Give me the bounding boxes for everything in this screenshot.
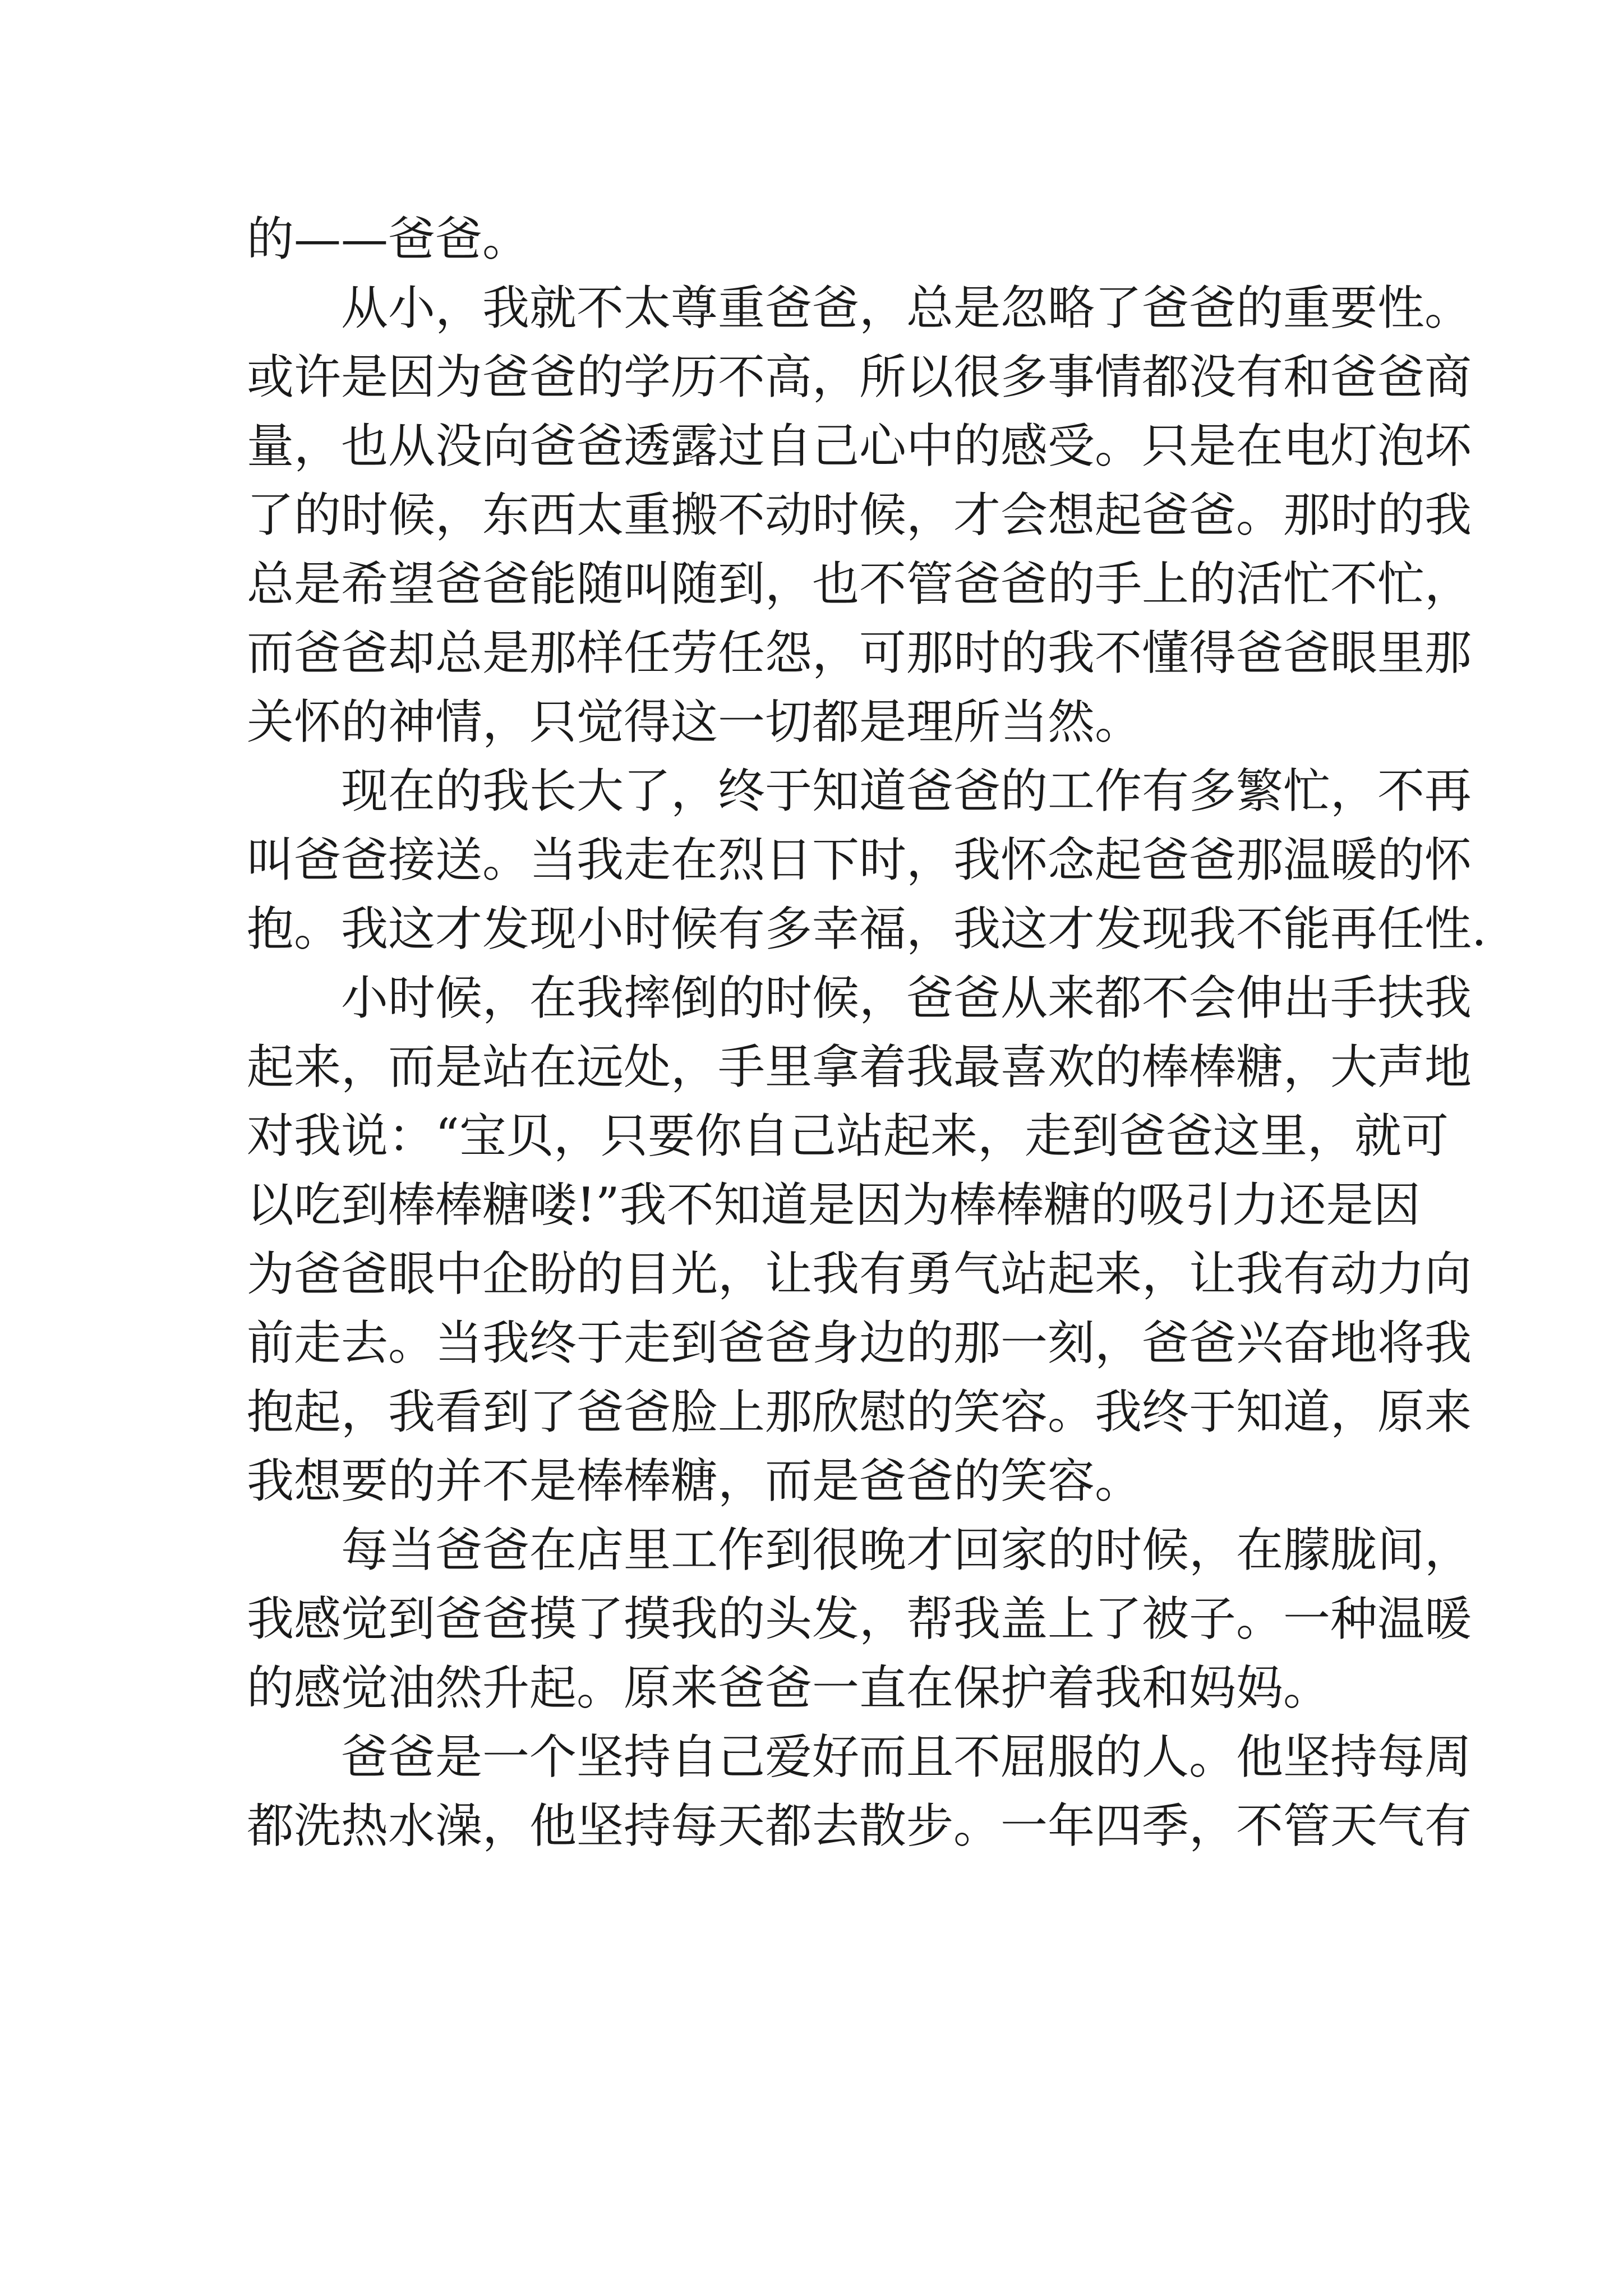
- paragraph: [247, 205, 1391, 274]
- text-line: 的——爸爸。: [247, 211, 530, 266]
- text-line: 现在的我长大了，终于知道爸爸的工作有多繁忙，不再: [341, 763, 1472, 818]
- text-line: 为爸爸眼中企盼的目光，让我有勇气站起来，让我有动力向: [247, 1246, 1472, 1301]
- paragraph: [247, 964, 1472, 1516]
- text-line: 我想要的并不是棒棒糖，而是爸爸的笑容。: [247, 1453, 1142, 1508]
- text-line: 总是希望爸爸能随叫随到，也不管爸爸的手上的活忙不忙，: [247, 556, 1472, 611]
- text-line: 量，也从没向爸爸透露过自己心中的感受。只是在电灯泡坏: [247, 418, 1472, 473]
- text-line: 的感觉油然升起。原来爸爸一直在保护着我和妈妈。: [247, 1660, 1331, 1715]
- text-line: 叫爸爸接送。当我走在烈日下时，我怀念起爸爸那温暖的怀: [247, 832, 1472, 887]
- text-line: 都洗热水澡，他坚持每天都去散步。一年四季，不管天气有: [247, 1798, 1472, 1853]
- document-body-text: [247, 205, 1487, 1861]
- paragraph: [247, 1723, 1472, 1861]
- text-line: 抱起，我看到了爸爸脸上那欣慰的笑容。我终于知道，原来: [247, 1384, 1472, 1439]
- text-line: 了的时候，东西太重搬不动时候，才会想起爸爸。那时的我: [247, 487, 1472, 542]
- text-line: 以吃到棒棒糖喽!”我不知道是因为棒棒糖的吸引力还是因: [247, 1177, 1421, 1232]
- text-line: 从小，我就不太尊重爸爸，总是忽略了爸爸的重要性。: [341, 280, 1472, 335]
- paragraph: [247, 757, 1487, 964]
- text-line: 起来，而是站在远处，手里拿着我最喜欢的棒棒糖，大声地: [247, 1039, 1472, 1094]
- text-line: 爸爸是一个坚持自己爱好而且不屈服的人。他坚持每周: [341, 1729, 1472, 1784]
- paragraph: [247, 1516, 1472, 1723]
- text-line: 小时候，在我摔倒的时候，爸爸从来都不会伸出手扶我: [341, 970, 1472, 1025]
- paragraph: [247, 274, 1472, 757]
- text-line: 每当爸爸在店里工作到很晚才回家的时候，在朦胧间，: [341, 1522, 1472, 1577]
- text-line: 对我说：“宝贝，只要你自己站起来，走到爸爸这里，就可: [247, 1108, 1449, 1163]
- text-line: 我感觉到爸爸摸了摸我的头发，帮我盖上了被子。一种温暖: [247, 1591, 1472, 1646]
- text-line: 而爸爸却总是那样任劳任怨，可那时的我不懂得爸爸眼里那: [247, 625, 1472, 680]
- text-line: 关怀的神情，只觉得这一切都是理所当然。: [247, 694, 1142, 749]
- text-line: 前走去。当我终于走到爸爸身边的那一刻，爸爸兴奋地将我: [247, 1315, 1472, 1370]
- text-line: 或许是因为爸爸的学历不高，所以很多事情都没有和爸爸商: [247, 349, 1472, 404]
- text-line: 抱。我这才发现小时候有多幸福，我这才发现我不能再任性.: [247, 901, 1487, 956]
